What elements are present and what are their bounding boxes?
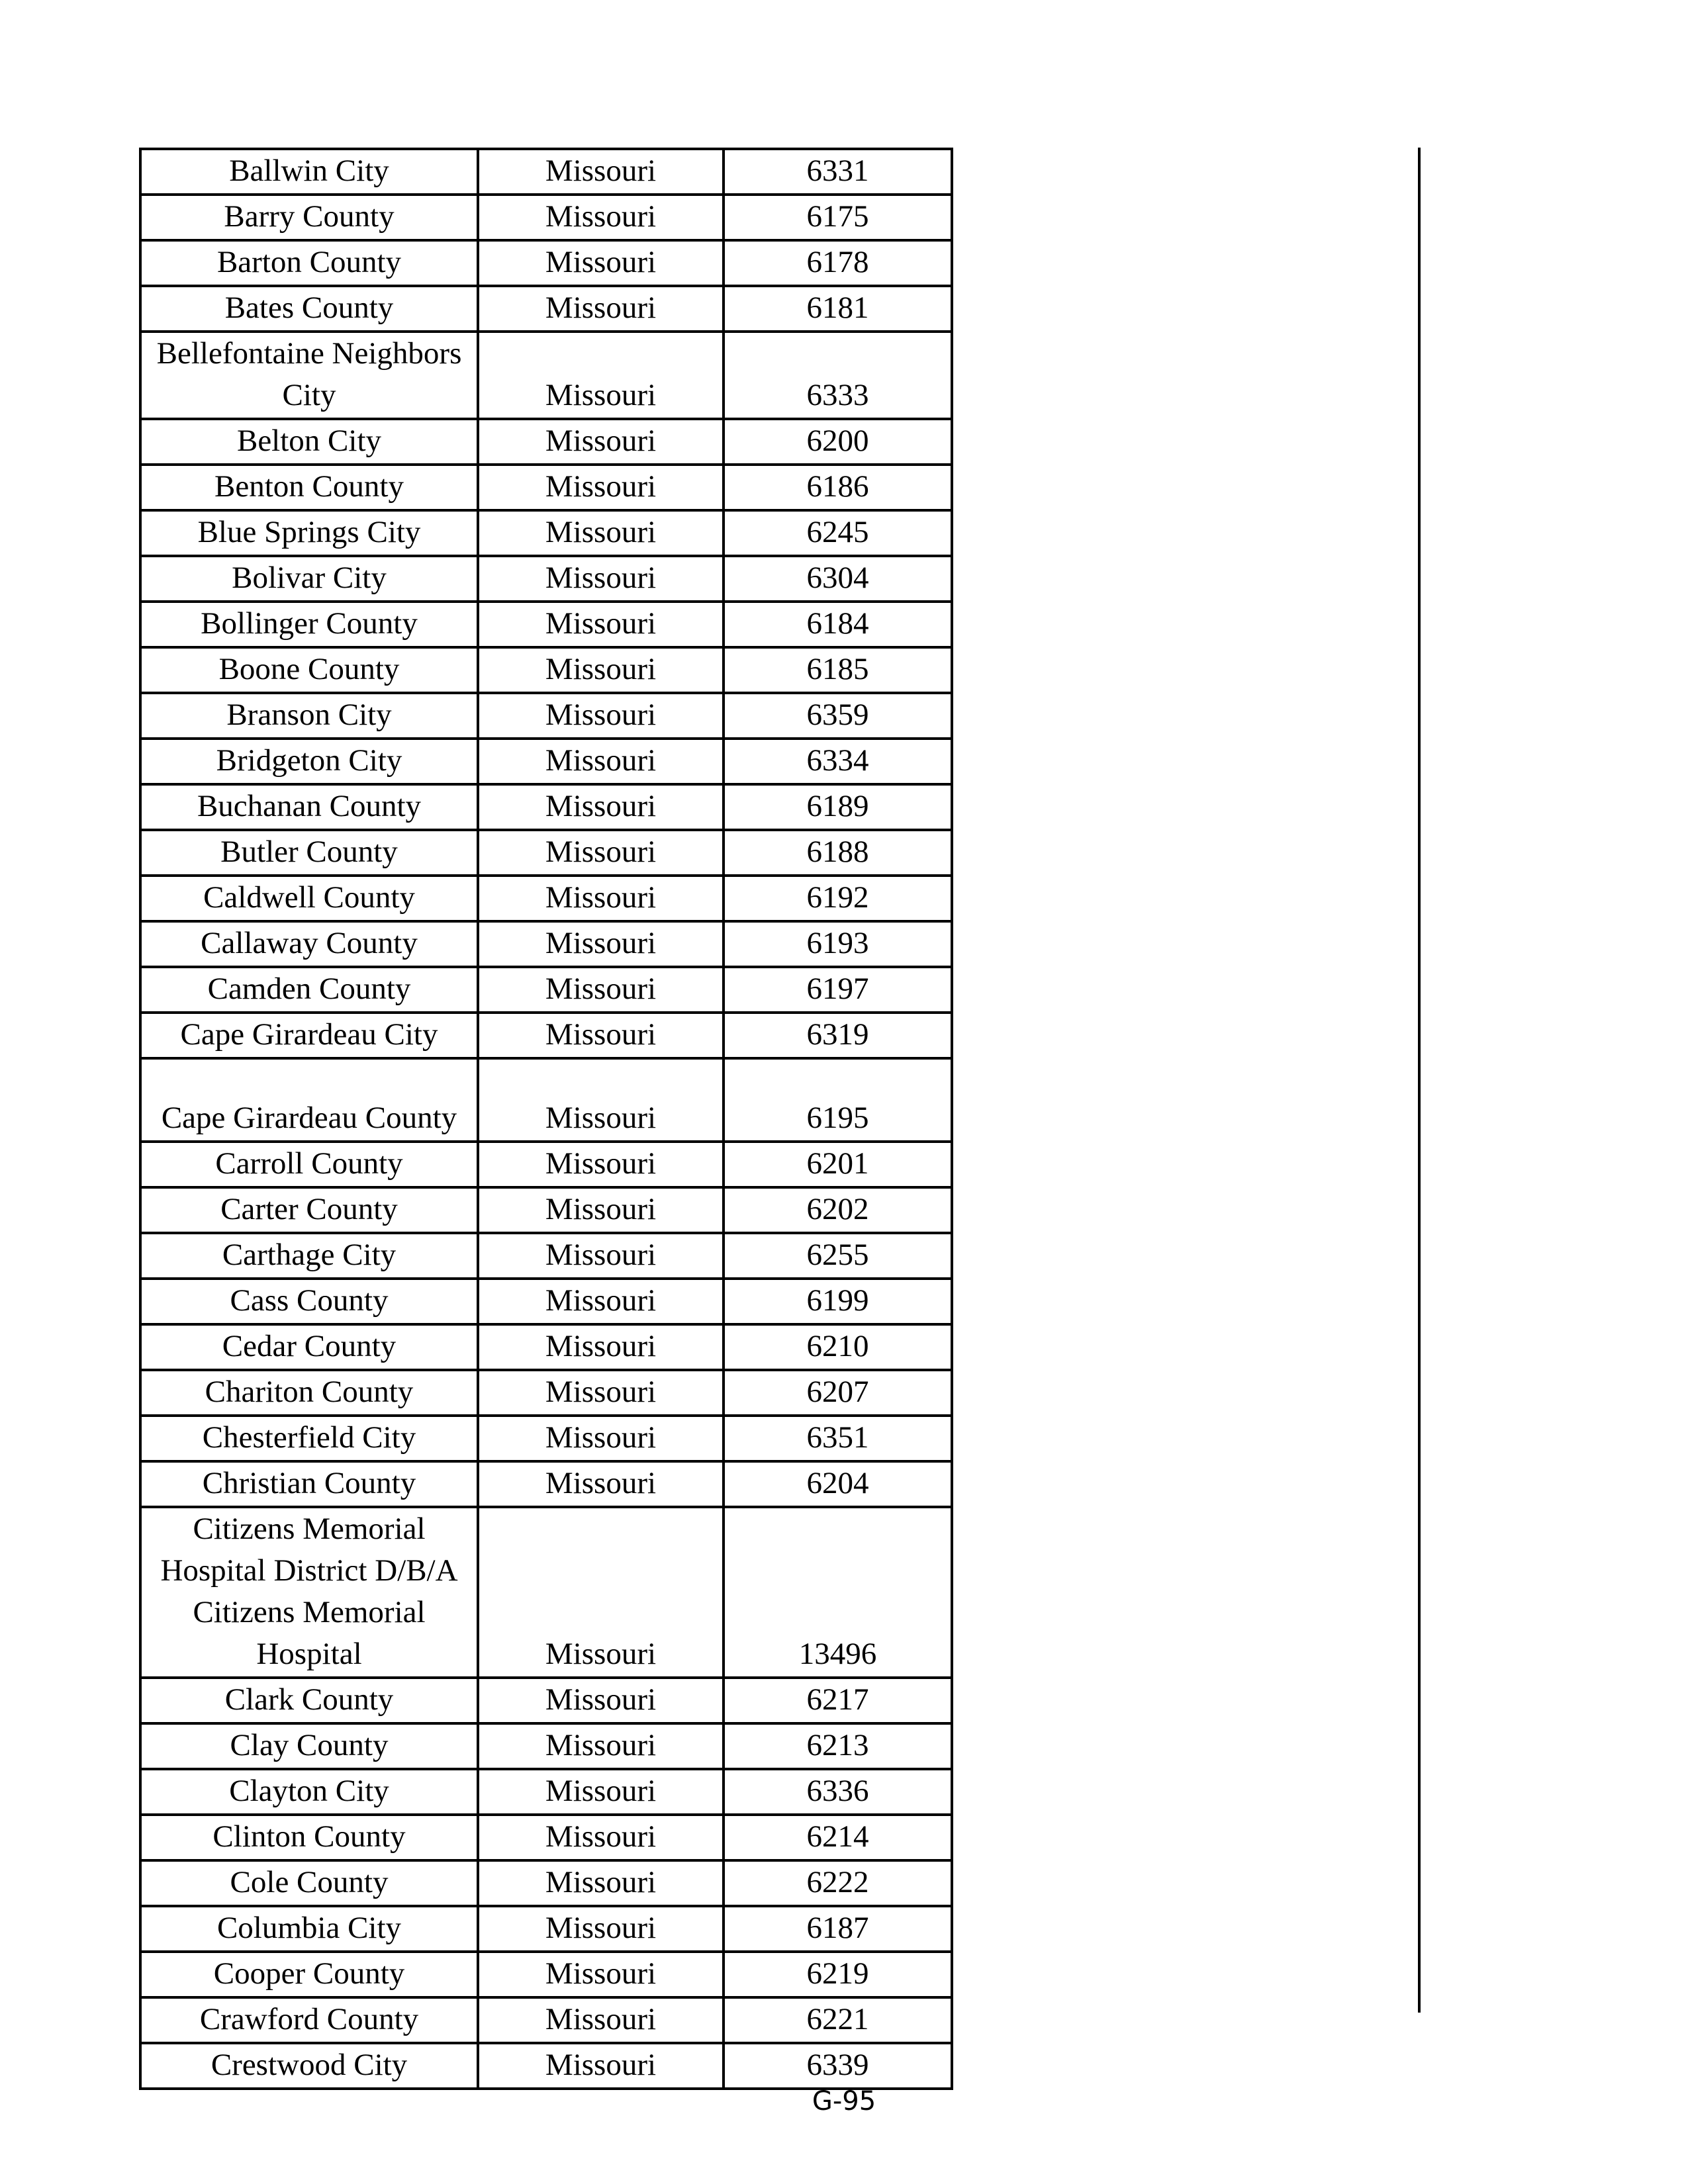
- jurisdiction-name-cell: Bollinger County: [140, 602, 478, 647]
- jurisdiction-name-cell: Clinton County: [140, 1815, 478, 1860]
- id-number-cell: 6181: [724, 286, 952, 332]
- state-cell: Missouri: [478, 149, 724, 195]
- jurisdiction-name-cell: Cape Girardeau County: [140, 1058, 478, 1142]
- jurisdiction-name-cell: Caldwell County: [140, 876, 478, 921]
- id-number-cell: 6221: [724, 1997, 952, 2043]
- jurisdiction-name-cell: Crawford County: [140, 1997, 478, 2043]
- state-cell: Missouri: [478, 1324, 724, 1370]
- jurisdiction-name-cell: Carroll County: [140, 1142, 478, 1187]
- table-row: [140, 1906, 952, 1952]
- id-number-cell: 6255: [724, 1233, 952, 1279]
- jurisdiction-name-cell: Crestwood City: [140, 2043, 478, 2089]
- id-number-cell: 6336: [724, 1769, 952, 1815]
- jurisdiction-name-cell: Carter County: [140, 1187, 478, 1233]
- id-number-cell: 6222: [724, 1860, 952, 1906]
- state-cell: Missouri: [478, 967, 724, 1013]
- table-row: [140, 510, 952, 556]
- id-number-cell: 6333: [724, 332, 952, 419]
- jurisdiction-name-cell: Ballwin City: [140, 149, 478, 195]
- table-row: [140, 332, 952, 419]
- jurisdiction-name-cell: Bates County: [140, 286, 478, 332]
- table-row: [140, 1233, 952, 1279]
- table-row: [140, 286, 952, 332]
- jurisdiction-name-cell: Barton County: [140, 240, 478, 286]
- table-row: [140, 1860, 952, 1906]
- table-row: [140, 967, 952, 1013]
- state-cell: Missouri: [478, 2043, 724, 2089]
- id-number-cell: 6199: [724, 1279, 952, 1324]
- state-cell: Missouri: [478, 1187, 724, 1233]
- state-cell: Missouri: [478, 830, 724, 876]
- id-number-cell: 6331: [724, 149, 952, 195]
- jurisdiction-name-cell: Clayton City: [140, 1769, 478, 1815]
- id-number-cell: 6189: [724, 784, 952, 830]
- state-cell: Missouri: [478, 1279, 724, 1324]
- id-number-cell: 6213: [724, 1723, 952, 1769]
- id-number-cell: 6334: [724, 739, 952, 784]
- jurisdiction-name-cell: Belton City: [140, 419, 478, 465]
- id-number-cell: 6192: [724, 876, 952, 921]
- state-cell: Missouri: [478, 419, 724, 465]
- state-cell: Missouri: [478, 602, 724, 647]
- jurisdiction-name-cell: Chariton County: [140, 1370, 478, 1416]
- table-row: [140, 876, 952, 921]
- state-cell: Missouri: [478, 647, 724, 693]
- state-cell: Missouri: [478, 1678, 724, 1723]
- table-row: [140, 195, 952, 240]
- id-number-cell: 6204: [724, 1461, 952, 1507]
- id-number-cell: 6207: [724, 1370, 952, 1416]
- table-row: [140, 2043, 952, 2089]
- state-cell: Missouri: [478, 510, 724, 556]
- table-row: [140, 602, 952, 647]
- state-cell: Missouri: [478, 1952, 724, 1997]
- table-row: [140, 830, 952, 876]
- right-margin-rule: [1418, 148, 1421, 2013]
- jurisdiction-name-cell: Callaway County: [140, 921, 478, 967]
- jurisdiction-name-cell: Columbia City: [140, 1906, 478, 1952]
- jurisdiction-name-cell: Christian County: [140, 1461, 478, 1507]
- id-number-cell: 6210: [724, 1324, 952, 1370]
- state-cell: Missouri: [478, 1507, 724, 1678]
- id-number-cell: 6197: [724, 967, 952, 1013]
- id-number-cell: 6186: [724, 465, 952, 510]
- table-row: [140, 1416, 952, 1461]
- table-row: [140, 1187, 952, 1233]
- id-number-cell: 6245: [724, 510, 952, 556]
- id-number-cell: 6359: [724, 693, 952, 739]
- id-number-cell: 6339: [724, 2043, 952, 2089]
- state-cell: Missouri: [478, 1416, 724, 1461]
- id-number-cell: 6175: [724, 195, 952, 240]
- id-number-cell: 6319: [724, 1013, 952, 1058]
- state-cell: Missouri: [478, 784, 724, 830]
- table-row: [140, 921, 952, 967]
- table-row: [140, 1324, 952, 1370]
- id-number-cell: 6217: [724, 1678, 952, 1723]
- id-number-cell: 6188: [724, 830, 952, 876]
- table-row: [140, 1142, 952, 1187]
- jurisdiction-name-cell: Bolivar City: [140, 556, 478, 602]
- state-cell: Missouri: [478, 465, 724, 510]
- state-cell: Missouri: [478, 1013, 724, 1058]
- id-number-cell: 6187: [724, 1906, 952, 1952]
- id-number-cell: 13496: [724, 1507, 952, 1678]
- table-row: [140, 1723, 952, 1769]
- table-row: [140, 1013, 952, 1058]
- table-row: [140, 1370, 952, 1416]
- id-number-cell: 6200: [724, 419, 952, 465]
- state-cell: Missouri: [478, 240, 724, 286]
- jurisdiction-name-cell: Buchanan County: [140, 784, 478, 830]
- jurisdiction-name-cell: Cedar County: [140, 1324, 478, 1370]
- table-row: [140, 149, 952, 195]
- state-cell: Missouri: [478, 1461, 724, 1507]
- table-row: [140, 1058, 952, 1142]
- table-row: [140, 739, 952, 784]
- jurisdiction-name-cell: Carthage City: [140, 1233, 478, 1279]
- id-number-cell: 6219: [724, 1952, 952, 1997]
- jurisdiction-name-cell: Cape Girardeau City: [140, 1013, 478, 1058]
- table-row: [140, 647, 952, 693]
- jurisdiction-name-cell: Bridgeton City: [140, 739, 478, 784]
- jurisdiction-name-cell: Citizens Memorial Hospital District D/B/A Citizens Memorial Hospital: [140, 1507, 478, 1678]
- jurisdiction-name-cell: Cooper County: [140, 1952, 478, 1997]
- jurisdiction-name-cell: Cole County: [140, 1860, 478, 1906]
- state-cell: Missouri: [478, 1058, 724, 1142]
- id-number-cell: 6304: [724, 556, 952, 602]
- state-cell: Missouri: [478, 1233, 724, 1279]
- jurisdiction-name-cell: Chesterfield City: [140, 1416, 478, 1461]
- state-cell: Missouri: [478, 1860, 724, 1906]
- table-row: [140, 1769, 952, 1815]
- table-row: [140, 465, 952, 510]
- id-number-cell: 6202: [724, 1187, 952, 1233]
- id-number-cell: 6351: [724, 1416, 952, 1461]
- table-row: [140, 784, 952, 830]
- table-row: [140, 1461, 952, 1507]
- state-cell: Missouri: [478, 739, 724, 784]
- state-cell: Missouri: [478, 286, 724, 332]
- jurisdiction-table: [139, 148, 953, 2090]
- id-number-cell: 6201: [724, 1142, 952, 1187]
- state-cell: Missouri: [478, 1997, 724, 2043]
- jurisdiction-name-cell: Benton County: [140, 465, 478, 510]
- table-row: [140, 1678, 952, 1723]
- id-number-cell: 6185: [724, 647, 952, 693]
- state-cell: Missouri: [478, 693, 724, 739]
- state-cell: Missouri: [478, 921, 724, 967]
- jurisdiction-name-cell: Blue Springs City: [140, 510, 478, 556]
- table-row: [140, 1997, 952, 2043]
- table-row: [140, 1815, 952, 1860]
- state-cell: Missouri: [478, 332, 724, 419]
- page-number: G-95: [812, 2086, 876, 2116]
- table-row: [140, 1279, 952, 1324]
- table-row: [140, 419, 952, 465]
- jurisdiction-name-cell: Barry County: [140, 195, 478, 240]
- table-row: [140, 693, 952, 739]
- state-cell: Missouri: [478, 556, 724, 602]
- jurisdiction-name-cell: Boone County: [140, 647, 478, 693]
- state-cell: Missouri: [478, 1815, 724, 1860]
- jurisdiction-name-cell: Cass County: [140, 1279, 478, 1324]
- state-cell: Missouri: [478, 1769, 724, 1815]
- id-number-cell: 6178: [724, 240, 952, 286]
- table-body: [140, 149, 952, 2089]
- jurisdiction-name-cell: Branson City: [140, 693, 478, 739]
- id-number-cell: 6214: [724, 1815, 952, 1860]
- id-number-cell: 6193: [724, 921, 952, 967]
- table-row: [140, 240, 952, 286]
- state-cell: Missouri: [478, 876, 724, 921]
- jurisdiction-name-cell: Bellefontaine Neighbors City: [140, 332, 478, 419]
- table-row: [140, 1952, 952, 1997]
- state-cell: Missouri: [478, 1142, 724, 1187]
- state-cell: Missouri: [478, 1723, 724, 1769]
- state-cell: Missouri: [478, 195, 724, 240]
- jurisdiction-name-cell: Clark County: [140, 1678, 478, 1723]
- id-number-cell: 6195: [724, 1058, 952, 1142]
- jurisdiction-name-cell: Camden County: [140, 967, 478, 1013]
- state-cell: Missouri: [478, 1906, 724, 1952]
- state-cell: Missouri: [478, 1370, 724, 1416]
- table-row: [140, 556, 952, 602]
- jurisdiction-name-cell: Butler County: [140, 830, 478, 876]
- jurisdiction-name-cell: Clay County: [140, 1723, 478, 1769]
- id-number-cell: 6184: [724, 602, 952, 647]
- table-row: [140, 1507, 952, 1678]
